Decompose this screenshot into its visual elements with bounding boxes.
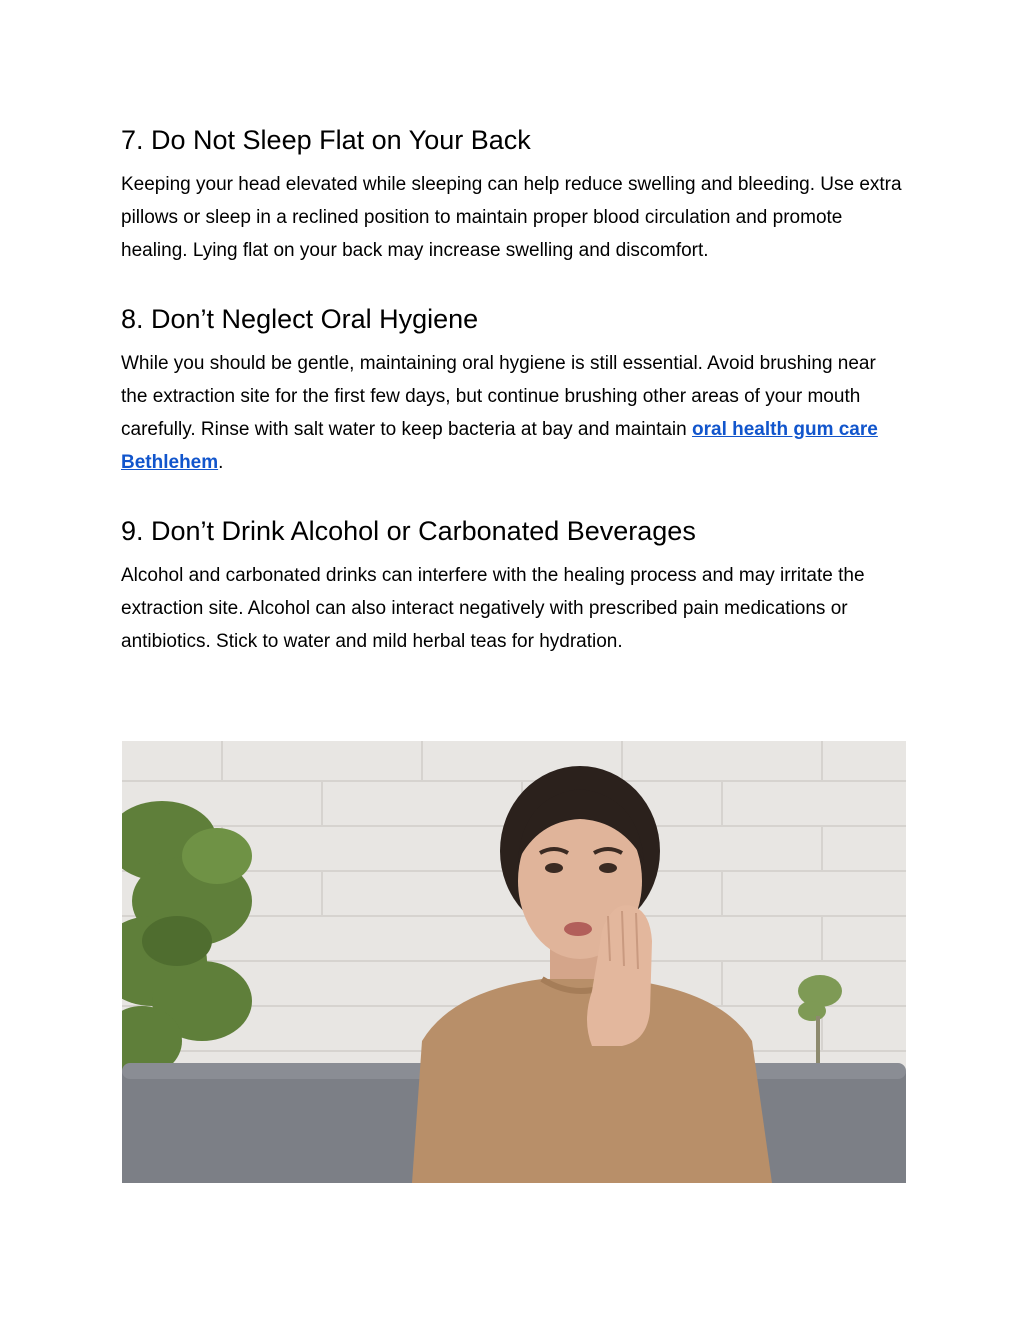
section-paragraph [121, 347, 907, 479]
document-page [121, 120, 907, 690]
section-paragraph: Alcohol and carbonated drinks can interfere with the healing process and may irritate the extraction site. Alcohol can also interact negatively with prescribed pain medications or antibiotics. Stick to water and mild herbal teas for hydration. [121, 565, 865, 652]
oral-health-link[interactable]: oral health gum care Bethlehem [121, 419, 878, 473]
section-sleep-position [121, 120, 907, 267]
section-heading: 9. Don’t Drink Alcohol or Carbonated Beverages [121, 516, 696, 546]
section-paragraph: Keeping your head elevated while sleeping can help reduce swelling and bleeding. Use extra pillows or sleep in a reclined position to maintain proper blood circulation and promote healing. Lying flat on your back may increase swelling and discomfort. [121, 174, 902, 261]
section-heading: 8. Don’t Neglect Oral Hygiene [121, 304, 479, 334]
paragraph-text: While you should be gentle, maintaining oral hygiene is still essential. Avoid brushing near the extraction site for the first few days, but continue brushing other areas of your mouth carefully. Rinse with salt water to keep bacteria at bay and maintain [121, 353, 876, 440]
paragraph-text: . [218, 452, 224, 473]
section-oral-hygiene [121, 299, 907, 479]
section-alcohol [121, 511, 907, 658]
photo-woman-toothache [122, 741, 906, 1183]
section-heading: 7. Do Not Sleep Flat on Your Back [121, 125, 531, 155]
